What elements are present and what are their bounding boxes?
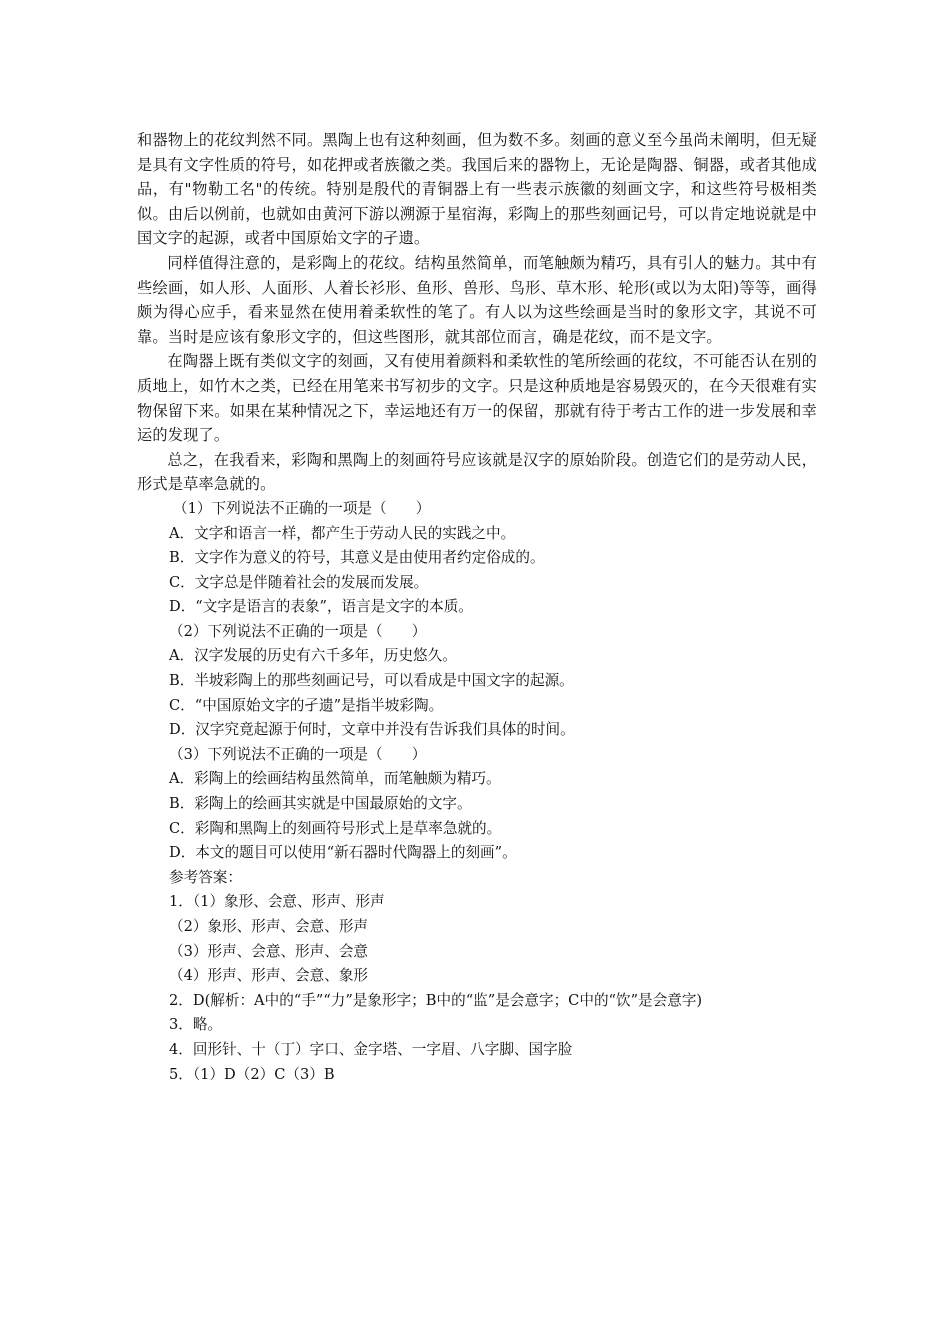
question-stem: （3）下列说法不正确的一项是（ ） [169,745,427,763]
option-b: B．彩陶上的绘画其实就是中国最原始的文字。 [169,795,472,813]
answer-heading: 参考答案： [169,868,242,886]
article-paragraph-2: 同样值得注意的，是彩陶上的花纹。结构虽然简单，而笔触颇为精巧，具有引人的魅力。其中有些绘画，如人形、人面形、人着长衫形、鱼形、兽形、鸟形、草木形、轮形(或以为太阳)等等，画得颇为得心应手，看来显然在使用着柔软性的笔了。有人以为这些绘画是当时的象形文字，其说不可靠。当时是应该有象形文字的，但这些图形，就其部位而言，确是花纹，而不是文字。 [137,253,817,346]
answer-1-line-4: （4）形声、形声、会意、象形 [169,967,369,985]
answer-3: 3．略。 [169,1016,223,1034]
option-b: B．半坡彩陶上的那些刻画记号，可以看成是中国文字的起源。 [169,672,574,690]
option-d: D．本文的题目可以使用“新石器时代陶器上的刻画”。 [169,844,517,862]
option-a: A．彩陶上的绘画结构虽然简单，而笔触颇为精巧。 [169,770,501,788]
option-a: A．文字和语言一样，都产生于劳动人民的实践之中。 [169,524,516,542]
answer-2: 2．D(解析：A中的“手”“力”是象形字；B中的“监”是会意字；C中的“饮”是会意字) [169,991,703,1009]
option-a: A．汉字发展的历史有六千多年，历史悠久。 [169,647,457,665]
option-c: C．文字总是伴随着社会的发展而发展。 [169,573,429,591]
option-d: D．汉字究竟起源于何时，文章中并没有告诉我们具体的时间。 [169,721,575,739]
answer-1-line-2: （2）象形、形声、会意、形声 [169,918,369,935]
question-3 [137,743,817,866]
article-paragraph-1: 和器物上的花纹判然不同。黑陶上也有这种刻画，但为数不多。刻画的意义至今虽尚未阐明，但无疑是具有文字性质的符号，如花押或者族徽之类。我国后来的器物上，无论是陶器、铜器，或者其他成品，有"物勒工名"的传统。特别是殷代的青铜器上有一些表示族徽的刻画文字，和这些符号极相类似。由后以例前，也就如由黄河下游以溯源于星宿海，彩陶上的那些刻画记号，可以肯定地说就是中国文字的起源，或者中国原始文字的孑遗。 [137,131,817,248]
option-d: D．“文字是语言的表象”，语言是文字的本质。 [169,598,473,616]
question-stem: （1）下列说法不正确的一项是（ ） [173,499,431,517]
answer-5: 5．（1）D（2）C（3）B [169,1065,335,1083]
document-page [137,128,817,1087]
question-2 [137,620,817,743]
question-1 [137,497,817,620]
article-paragraph-4: 总之，在我看来，彩陶和黑陶上的刻画符号应该就是汉字的原始阶段。创造它们的是劳动人民，形式是草率急就的。 [137,450,817,494]
answer-section [137,866,817,1087]
answer-4: 4．回形针、十（丁）字口、金字塔、一字眉、八字脚、国字脸 [169,1040,573,1058]
option-b: B．文字作为意义的符号，其意义是由使用者约定俗成的。 [169,549,545,567]
question-stem: （2）下列说法不正确的一项是（ ） [169,622,427,640]
answer-1-line-3: （3）形声、会意、形声、会意 [169,942,369,960]
article-paragraph-3: 在陶器上既有类似文字的刻画，又有使用着颜料和柔软性的笔所绘画的花纹，不可能否认在别的质地上，如竹木之类，已经在用笔来书写初步的文字。只是这种质地是容易毁灭的，在今天很难有实物保留下来。如果在某种情况之下，幸运地还有万一的保留，那就有待于考古工作的进一步发展和幸运的发现了。 [137,352,817,445]
option-c: C．“中国原始文字的孑遗”是指半坡彩陶。 [169,696,444,714]
answer-1-line-1: 1．（1）象形、会意、形声、形声 [169,893,385,911]
option-c: C．彩陶和黑陶上的刻画符号形式上是草率急就的。 [169,819,502,837]
